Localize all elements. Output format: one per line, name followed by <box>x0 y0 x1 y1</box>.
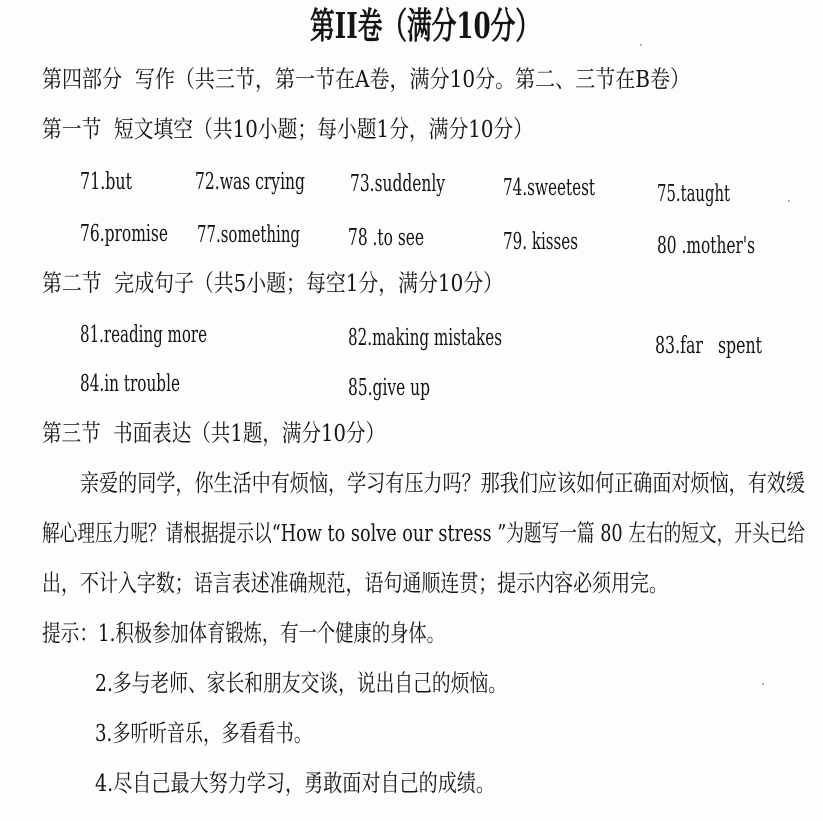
prompt-line-2: 解心理压力呢？请根据提示以“How to solve our stress ”为题写一篇 80 左右的短文，开头已给 <box>42 519 805 547</box>
answer-81: 81.reading more <box>80 320 207 348</box>
answer-83: 83.far spent <box>655 331 762 359</box>
section3-heading: 第三节 书面表达（共1题，满分10分） <box>42 419 385 447</box>
hint-1: 1.积极参加体育锻炼，有一个健康的身体。 <box>98 619 445 647</box>
hints-label: 提示： <box>42 619 98 647</box>
answer-72: 72.was crying <box>195 167 305 195</box>
answer-80: 80 .mother's <box>657 231 755 259</box>
hint-4: 4.尽自己最大努力学习，勇敢面对自己的成绩。 <box>95 769 495 797</box>
answer-74: 74.sweetest <box>503 173 595 201</box>
answer-84: 84.in trouble <box>80 369 180 397</box>
scan-speck <box>762 683 764 685</box>
prompt-line-1: 亲爱的同学，你生活中有烦恼，学习有压力吗？那我们应该如何正确面对烦恼，有效缓 <box>80 469 805 497</box>
answer-85: 85.give up <box>348 373 430 401</box>
section2-heading: 第二节 完成句子（共5小题；每空1分，满分10分） <box>42 269 503 297</box>
part-heading: 第四部分 写作（共三节，第一节在A卷，满分10分。第二、三节在B卷） <box>42 65 690 93</box>
scan-speck <box>788 200 790 202</box>
answer-73: 73.suddenly <box>350 169 445 197</box>
answer-78: 78 .to see <box>348 223 424 251</box>
prompt-line-3: 出，不计入字数；语言表述准确规范，语句通顺连贯；提示内容必须用完。 <box>42 569 668 597</box>
hint-3: 3.多听听音乐，多看看书。 <box>95 719 312 747</box>
hint-2: 2.多与老师、家长和朋友交谈，说出自己的烦恼。 <box>95 669 507 697</box>
answer-75: 75.taught <box>657 179 730 207</box>
answer-79: 79. kisses <box>503 227 578 255</box>
answer-82: 82.making mistakes <box>348 323 502 351</box>
scan-speck <box>640 44 642 46</box>
answer-71: 71.but <box>80 167 132 195</box>
answer-77: 77.something <box>197 220 300 248</box>
paper-title: 第II卷（满分10分） <box>310 4 540 48</box>
answer-76: 76.promise <box>80 219 168 247</box>
section1-heading: 第一节 短文填空（共10小题；每小题1分，满分10分） <box>42 115 533 143</box>
